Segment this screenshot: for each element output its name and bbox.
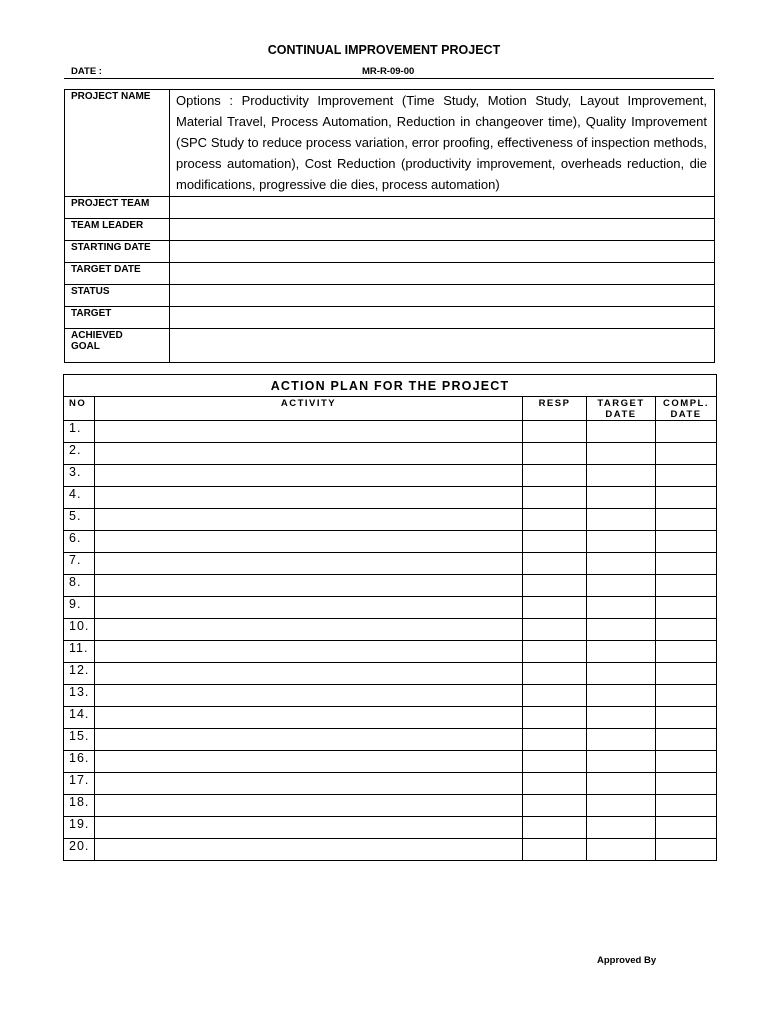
activity-cell[interactable] <box>95 531 523 553</box>
target-date-cell[interactable] <box>587 597 656 619</box>
table-row <box>64 817 717 839</box>
table-row <box>64 685 717 707</box>
compl-date-cell[interactable] <box>656 663 717 685</box>
activity-cell[interactable] <box>95 597 523 619</box>
table-row <box>64 663 717 685</box>
table-row <box>64 597 717 619</box>
row-number: 18. <box>64 795 95 817</box>
table-row <box>64 641 717 663</box>
document-code: MR-R-09-00 <box>362 66 415 77</box>
compl-date-cell[interactable] <box>656 443 717 465</box>
row-number: 9. <box>64 597 95 619</box>
row-number: 1. <box>64 421 95 443</box>
activity-cell[interactable] <box>95 839 523 861</box>
target-date-cell[interactable] <box>587 751 656 773</box>
activity-cell[interactable] <box>95 619 523 641</box>
project-name-options: Options : Productivity Improvement (Time Study, Motion Study, Layout Improvement, Material Travel, Process Automation, Reduction in changeover time), Quality Improvement (SPC Study to reduce process variation, error proofing, effectiveness of inspection methods, process automation), Cost Reduction (productivity improvement, overheads reduction, die modifications, progressive die dies, process automation) <box>176 93 707 192</box>
activity-cell[interactable] <box>95 795 523 817</box>
compl-date-cell[interactable] <box>656 509 717 531</box>
activity-cell[interactable] <box>95 773 523 795</box>
row-number: 12. <box>64 663 95 685</box>
achieved-goal-field[interactable] <box>170 329 715 363</box>
target-date-cell[interactable] <box>587 487 656 509</box>
resp-cell[interactable] <box>523 421 587 443</box>
target-date-cell[interactable] <box>587 839 656 861</box>
compl-date-cell[interactable] <box>656 597 717 619</box>
date-label: DATE : <box>71 66 102 77</box>
table-row <box>64 773 717 795</box>
table-row <box>64 619 717 641</box>
achieved-goal-label <box>65 329 170 363</box>
row-number: 7. <box>64 553 95 575</box>
table-row <box>64 575 717 597</box>
compl-date-cell[interactable] <box>656 773 717 795</box>
compl-date-cell[interactable] <box>656 465 717 487</box>
table-row <box>64 487 717 509</box>
row-number: 13. <box>64 685 95 707</box>
row-number: 17. <box>64 773 95 795</box>
activity-cell[interactable] <box>95 575 523 597</box>
row-number: 14. <box>64 707 95 729</box>
action-plan-table <box>63 374 717 861</box>
compl-date-cell[interactable] <box>656 707 717 729</box>
table-row <box>64 729 717 751</box>
column-header-resp: RESP <box>523 397 587 421</box>
target-date-cell[interactable] <box>587 685 656 707</box>
compl-date-cell[interactable] <box>656 487 717 509</box>
compl-date-cell[interactable] <box>656 421 717 443</box>
activity-cell[interactable] <box>95 685 523 707</box>
row-number: 16. <box>64 751 95 773</box>
column-header-compl-date <box>656 397 717 421</box>
row-number: 6. <box>64 531 95 553</box>
starting-date-label: STARTING DATE <box>65 241 170 263</box>
resp-cell[interactable] <box>523 663 587 685</box>
target-date-cell[interactable] <box>587 795 656 817</box>
resp-cell[interactable] <box>523 443 587 465</box>
resp-cell[interactable] <box>523 465 587 487</box>
target-date-cell[interactable] <box>587 773 656 795</box>
activity-cell[interactable] <box>95 487 523 509</box>
table-row <box>64 795 717 817</box>
activity-cell[interactable] <box>95 509 523 531</box>
resp-cell[interactable] <box>523 839 587 861</box>
activity-cell[interactable] <box>95 663 523 685</box>
header-divider <box>64 78 714 79</box>
target-date-cell[interactable] <box>587 729 656 751</box>
target-date-header-line2: DATE <box>605 409 637 420</box>
table-row <box>64 531 717 553</box>
table-row <box>64 553 717 575</box>
project-team-field[interactable] <box>170 197 715 219</box>
row-number: 19. <box>64 817 95 839</box>
compl-date-cell[interactable] <box>656 575 717 597</box>
row-number: 8. <box>64 575 95 597</box>
column-header-activity: ACTIVITY <box>95 397 523 421</box>
target-date-cell[interactable] <box>587 575 656 597</box>
activity-cell[interactable] <box>95 443 523 465</box>
activity-cell[interactable] <box>95 729 523 751</box>
resp-cell[interactable] <box>523 641 587 663</box>
activity-cell[interactable] <box>95 465 523 487</box>
achieved-label: ACHIEVED <box>71 330 123 341</box>
target-date-field[interactable] <box>170 263 715 285</box>
project-details-table <box>64 89 715 363</box>
resp-cell[interactable] <box>523 597 587 619</box>
compl-date-cell[interactable] <box>656 795 717 817</box>
target-date-header-line1: TARGET <box>597 398 645 409</box>
table-row <box>64 751 717 773</box>
table-row <box>64 465 717 487</box>
team-leader-label: TEAM LEADER <box>65 219 170 241</box>
row-number: 20. <box>64 839 95 861</box>
target-date-cell[interactable] <box>587 443 656 465</box>
project-team-label: PROJECT TEAM <box>65 197 170 219</box>
compl-date-header-line2: DATE <box>670 409 702 420</box>
activity-cell[interactable] <box>95 553 523 575</box>
resp-cell[interactable] <box>523 487 587 509</box>
target-date-cell[interactable] <box>587 817 656 839</box>
resp-cell[interactable] <box>523 575 587 597</box>
row-number: 15. <box>64 729 95 751</box>
compl-date-cell[interactable] <box>656 817 717 839</box>
resp-cell[interactable] <box>523 729 587 751</box>
resp-cell[interactable] <box>523 707 587 729</box>
action-plan-title: ACTION PLAN FOR THE PROJECT <box>64 375 717 397</box>
goal-label: GOAL <box>71 341 100 352</box>
column-header-target-date <box>587 397 656 421</box>
table-row <box>64 707 717 729</box>
column-header-no: NO <box>64 397 95 421</box>
target-date-cell[interactable] <box>587 553 656 575</box>
compl-date-cell[interactable] <box>656 553 717 575</box>
action-plan-rows <box>64 421 717 861</box>
team-leader-field[interactable] <box>170 219 715 241</box>
resp-cell[interactable] <box>523 553 587 575</box>
target-field[interactable] <box>170 307 715 329</box>
row-number: 2. <box>64 443 95 465</box>
form-title: CONTINUAL IMPROVEMENT PROJECT <box>267 43 501 57</box>
compl-date-header-line1: COMPL. <box>663 398 709 409</box>
target-date-cell[interactable] <box>587 619 656 641</box>
target-date-cell[interactable] <box>587 465 656 487</box>
activity-cell[interactable] <box>95 751 523 773</box>
target-date-cell[interactable] <box>587 509 656 531</box>
table-row <box>64 421 717 443</box>
compl-date-cell[interactable] <box>656 531 717 553</box>
target-date-cell[interactable] <box>587 531 656 553</box>
resp-cell[interactable] <box>523 817 587 839</box>
row-number: 4. <box>64 487 95 509</box>
resp-cell[interactable] <box>523 685 587 707</box>
compl-date-cell[interactable] <box>656 619 717 641</box>
resp-cell[interactable] <box>523 773 587 795</box>
compl-date-cell[interactable] <box>656 751 717 773</box>
target-date-cell[interactable] <box>587 663 656 685</box>
target-label: TARGET <box>65 307 170 329</box>
row-number: 10. <box>64 619 95 641</box>
activity-cell[interactable] <box>95 641 523 663</box>
activity-cell[interactable] <box>95 817 523 839</box>
row-number: 5. <box>64 509 95 531</box>
row-number: 3. <box>64 465 95 487</box>
status-label: STATUS <box>65 285 170 307</box>
project-name-label: PROJECT NAME <box>65 90 170 197</box>
starting-date-field[interactable] <box>170 241 715 263</box>
compl-date-cell[interactable] <box>656 641 717 663</box>
activity-cell[interactable] <box>95 707 523 729</box>
resp-cell[interactable] <box>523 531 587 553</box>
target-date-cell[interactable] <box>587 641 656 663</box>
compl-date-cell[interactable] <box>656 839 717 861</box>
resp-cell[interactable] <box>523 795 587 817</box>
resp-cell[interactable] <box>523 619 587 641</box>
activity-cell[interactable] <box>95 421 523 443</box>
resp-cell[interactable] <box>523 751 587 773</box>
approved-by-label: Approved By <box>597 955 657 966</box>
compl-date-cell[interactable] <box>656 729 717 751</box>
table-row <box>64 443 717 465</box>
compl-date-cell[interactable] <box>656 685 717 707</box>
target-date-label: TARGET DATE <box>65 263 170 285</box>
target-date-cell[interactable] <box>587 421 656 443</box>
target-date-cell[interactable] <box>587 707 656 729</box>
project-name-field[interactable] <box>170 90 715 197</box>
row-number: 11. <box>64 641 95 663</box>
table-row <box>64 509 717 531</box>
table-row <box>64 839 717 861</box>
resp-cell[interactable] <box>523 509 587 531</box>
status-field[interactable] <box>170 285 715 307</box>
